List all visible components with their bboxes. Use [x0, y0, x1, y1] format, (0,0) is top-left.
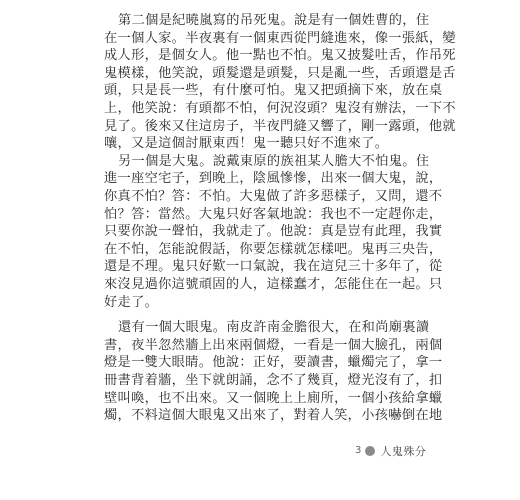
text-line: 怕？答：當然。大鬼只好客氣地說：我也不一定趕你走，: [104, 206, 443, 222]
text-line: 嚷，又是這個討厭東西！鬼一聽只好不進來了。: [104, 136, 389, 152]
text-line: 只要你說一聲怕，我就走了。他說：真是豈有此理，我實: [104, 224, 443, 240]
text-line: 另一個是大鬼。說戴東原的族祖某人膽大不怕鬼。住: [118, 153, 430, 169]
bullet-icon: [365, 446, 375, 456]
text-line: 在不怕，怎能說假話，你要怎樣就怎樣吧。鬼再三央告，: [104, 241, 443, 257]
text-line: 還是不理。鬼只好歎一口氣說，我在這兒三十多年了，從: [104, 259, 443, 275]
text-line: 燭，不料這個大眼鬼又出來了，對着人笑，小孩嚇倒在地: [104, 408, 443, 424]
text-line: 鬼模樣，他笑說，頭髮還是頭髮，只是亂一些，舌頭還是舌: [104, 65, 456, 81]
text-line: 見了。後來又住這房子，半夜門縫又響了，剛一露頭，他就: [104, 118, 456, 134]
text-line: 還有一個大眼鬼。南皮許南金膽很大，在和尚廟裏讀: [118, 320, 430, 336]
text-line: 頭，只是長一些，有什麼可怕。鬼又把頭摘下來，放在桌: [104, 83, 443, 99]
page-footer: [355, 443, 426, 459]
text-line: 壁叫喚，也不出來。又一個晚上上廁所，一個小孩給拿蠟: [104, 390, 443, 406]
text-line: 成人形，是個女人。他一點也不怕。鬼又披髮吐舌，作吊死: [104, 48, 456, 64]
text-line: 在一個人家。半夜裏有一個東西從門縫進來，像一張紙，變: [104, 30, 456, 46]
text-line: 上，他笑說：有頭都不怕，何況沒頭？鬼沒有辦法，一下不: [104, 101, 456, 116]
text-line: 第二個是紀曉嵐寫的吊死鬼。說是有一個姓曹的，住: [118, 13, 430, 28]
text-line: 來沒見過你這號頑固的人，這樣蠢才，怎能住在一起。只: [104, 277, 443, 292]
text-line: 書，夜半忽然牆上出來兩個燈，一看是一個大臉孔，兩個: [104, 337, 443, 353]
text-line: 燈是一雙大眼睛。他說：正好，要讀書，蠟燭完了，拿一: [104, 355, 443, 371]
text-line: 進一座空宅子，到晚上，陰風慘慘，出來一個大鬼，說，: [104, 171, 443, 187]
book-title: 人鬼殊分: [380, 444, 427, 458]
text-line: 好走了。: [104, 294, 159, 310]
text-line: 冊書背着牆，坐下就朗誦，念不了幾頁，燈光沒有了，扣: [104, 373, 443, 388]
page-number: 3: [355, 445, 362, 457]
text-line: 你真不怕？答：不怕。大鬼做了許多惡樣子，又問，還不: [104, 189, 443, 204]
